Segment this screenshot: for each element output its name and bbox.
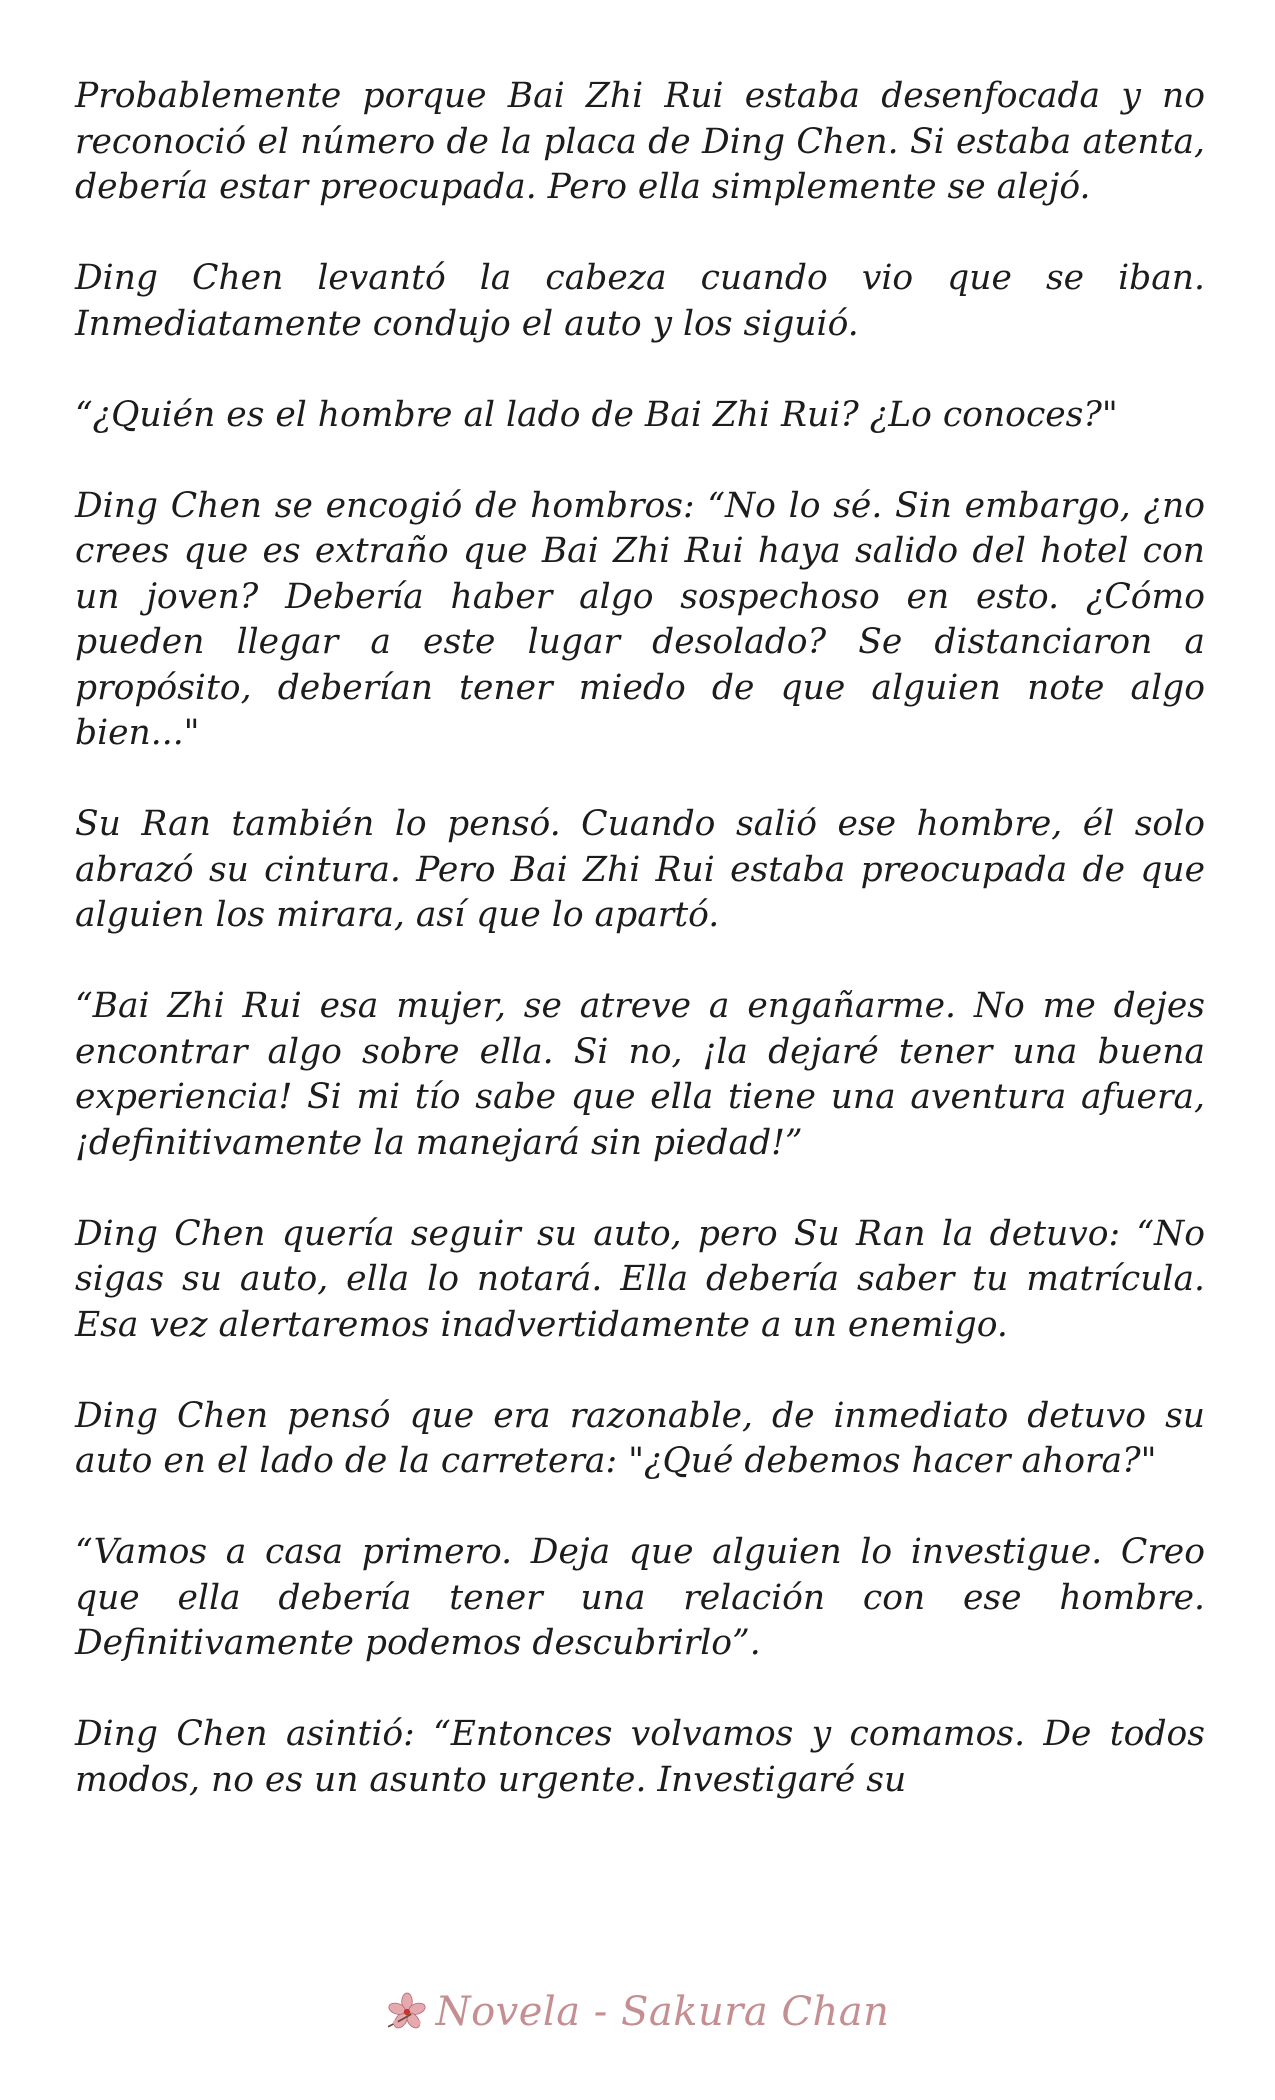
document-body	[75, 74, 1205, 1849]
paragraph-5: Su Ran también lo pensó. Cuando salió ese hombre, él solo abrazó su cintura. Pero Bai Zhi Rui estaba preocupada de que alguien los mirara, así que lo apartó.	[75, 804, 1205, 935]
paragraph-2: Ding Chen levantó la cabeza cuando vio que se iban. Inmediatamente condujo el auto y los siguió.	[75, 258, 1205, 344]
paragraph-6: “Bai Zhi Rui esa mujer, se atreve a engañarme. No me dejes encontrar algo sobre ella. Si no, ¡la dejaré tener una buena experiencia! Si mi tío sabe que ella tiene una aventura afuera, ¡definitivamente la manejará sin piedad!”	[75, 986, 1205, 1163]
paragraph-3: “¿Quién es el hombre al lado de Bai Zhi Rui? ¿Lo conoces?"	[75, 394, 1118, 435]
watermark-text: Novela - Sakura Chan	[435, 1989, 890, 2035]
paragraph-4: Ding Chen se encogió de hombros: “No lo sé. Sin embargo, ¿no crees que es extraño que Bai Zhi Rui haya salido del hotel con un joven? Debería haber algo sospechoso en esto. ¿Cómo pueden llegar a este lugar desolado? Se distanciaron a propósito, deberían tener miedo de que alguien note algo bien..."	[75, 485, 1205, 753]
watermark	[0, 1982, 1275, 2042]
paragraph-1: Probablemente porque Bai Zhi Rui estaba desenfocada y no reconoció el número de la placa de Ding Chen. Si estaba atenta, debería estar preocupada. Pero ella simplemente se alejó.	[75, 76, 1205, 207]
paragraph-10: Ding Chen asintió: “Entonces volvamos y comamos. De todos modos, no es un asunto urgente. Investigaré su	[75, 1714, 1205, 1800]
paragraph-7: Ding Chen quería seguir su auto, pero Su Ran la detuvo: “No sigas su auto, ella lo notará. Ella debería saber tu matrícula. Esa vez alertaremos inadvertidamente a un enemigo.	[75, 1213, 1205, 1345]
paragraph-9: “Vamos a casa primero. Deja que alguien lo investigue. Creo que ella debería tener una relación con ese hombre. Definitivamente podemos descubrirlo”.	[75, 1532, 1205, 1663]
sakura-blossom-icon	[386, 1991, 428, 2033]
paragraph-8: Ding Chen pensó que era razonable, de inmediato detuvo su auto en el lado de la carretera: "¿Qué debemos hacer ahora?"	[75, 1395, 1205, 1481]
